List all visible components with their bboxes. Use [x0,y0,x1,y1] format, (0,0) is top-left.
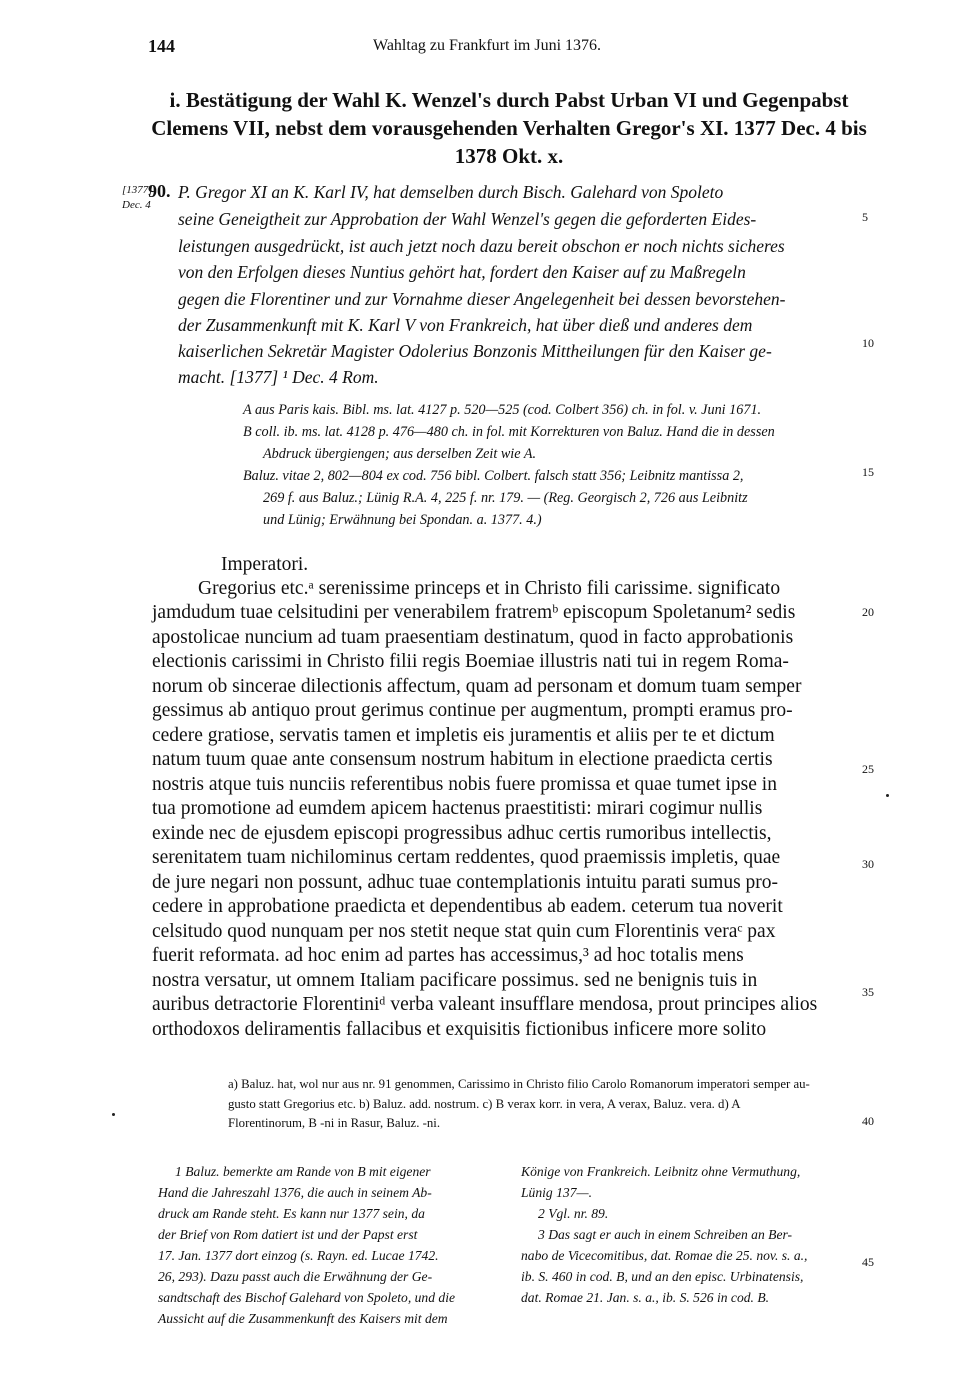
text-line: norum ob sincerae dilectionis affectum, quam ad personam et domum tuam semper [152,676,802,697]
source-line: Abdruck übergiengen; aus derselben Zeit wie A. [263,446,537,462]
print-speck [886,794,889,797]
regest-line: kaiserlichen Sekretär Magister Odolerius Bonzonis Mittheilungen für den Kaiser ge- [178,341,772,361]
print-speck [112,1113,115,1116]
footnote-line: dat. Romae 21. Jan. s. a., ib. S. 526 in cod. B. [521,1290,770,1305]
line-number: 40 [862,1114,874,1128]
footnote-line: nabo de Vicecomitibus, dat. Romae die 25. nov. s. a., [521,1248,808,1263]
text-line: de jure negari non possunt, adhuc tuae contemplationis intuitu parati sumus pro- [152,872,779,893]
footnote-line: druck am Rande steht. Es kann nur 1377 sein, da [158,1206,425,1221]
regest-line: leistungen ausgedrückt, ist auch jetzt noch dazu bereit obschon er noch nichts sicheres [178,236,785,256]
text-line: cedere in approbatione praedicta et dependentibus ab eadem. ceterum tua noverit [152,896,783,917]
line-number: 30 [862,857,874,871]
variant-note: Florentinorum, B -ni in Rasur, Baluz. -ni. [228,1116,441,1130]
salutation: Imperatori. [221,554,309,575]
section-heading: i. Bestätigung der Wahl K. Wenzel's durch Pabst Urban VI und Gegenpabst Clemens VII, nebst dem vorausgehenden Verhalten Gregor's XI. 1377 Dec. 4 bis 1378 Okt. x. [151,88,867,168]
source-line: Baluz. vitae 2, 802—804 ex cod. 756 bibl. Colbert. falsch statt 356; Leibnitz mantissa 2, [243,468,744,484]
text-line: celsitudo quod nunquam per nos stetit neque stat quin cum Florentinis veraᶜ pax [152,921,776,942]
footnote-line: 26, 293). Dazu passt auch die Erwähnung der Ge- [158,1269,433,1284]
variant-note: a) Baluz. hat, wol nur aus nr. 91 genommen, Carissimo in Christo filio Carolo Romanorum imperatori semper au- [228,1077,810,1091]
line-number: 20 [862,605,874,619]
text-line: jamdudum tuae celsitudini per venerabilem fratremᵇ episcopum Spoletanum² sedis [152,602,796,623]
footnote-line: Könige von Frankreich. Leibnitz ohne Vermuthung, [521,1164,801,1179]
text-line: tua promotione ad eumdem apicem hactenus praestitisti: mirari cogimur nullis [152,798,763,819]
footnote-line: ib. S. 460 in cod. B, und an den episc. Urbinatensis, [521,1269,804,1284]
footnote-line: sandtschaft des Bischof Galehard von Spoleto, und die [158,1290,456,1305]
margin-year: [1377] [122,184,153,196]
text-line: apostolicae nuncium ad tuam praesentiam destinatum, quod in facto approbationis [152,627,794,648]
source-line: 269 f. aus Baluz.; Lünig R.A. 4, 225 f. nr. 179. — (Reg. Georgisch 2, 726 aus Leibnitz [263,490,748,506]
text-line: natum tuum quae ante consensum nostrum habitum in electione praedicta certis [152,749,773,770]
text-line: nostra versatur, ut omnem Italiam pacificare possimus. sed ne benignis tuis in [152,970,758,991]
running-head [148,36,860,58]
text-line: nostris atque tuis nunciis referentibus nobis fuere promissa et quae tumet ipse in [152,774,777,795]
regest-line: macht. [1377] ¹ Dec. 4 Rom. [178,367,379,387]
regest-number: 90. [148,181,171,201]
running-title: Wahltag zu Frankfurt im Juni 1376. [373,37,602,54]
line-number: 35 [862,985,874,999]
line-number: 10 [862,336,874,350]
footnote-line: der Brief von Rom datiert ist und der Papst erst [158,1227,418,1242]
footnote-line: Lünig 137—. [521,1185,593,1200]
line-number: 25 [862,762,874,776]
footnote-line: Hand die Jahreszahl 1376, die auch in seinem Ab- [158,1185,432,1200]
source-line: B coll. ib. ms. lat. 4128 p. 476—480 ch. in fol. mit Korrekturen von Baluz. Hand die in dessen [243,424,775,440]
source-line: und Lünig; Erwähnung bei Spondan. a. 1377. 4.) [263,512,542,528]
text-line: orthodoxos deliramentis fallacibus et exquisitis fictionibus inficere more solito [152,1019,767,1040]
regest-line: P. Gregor XI an K. Karl IV, hat demselben durch Bisch. Galehard von Spoleto [178,182,724,202]
text-line: exinde nec de ejusdem episcopi progressibus adhuc certis rumoribus intellectis, [152,823,772,844]
text-line: serenitatem tuam nichilominus certam reddentes, quod praemissis impletis, quae [152,847,781,868]
footnote-line: 1 Baluz. bemerkte am Rande von B mit eigener [175,1164,431,1179]
text-line: cedere gratiose, servatis tamen et impletis eis juramentis et aliis per te et dictum [152,725,775,746]
regest-line: gegen die Florentiner und zur Vornahme dieser Angelegenheit bei dessen bevorstehen- [178,289,786,309]
footnote-line: 3 Das sagt er auch in einem Schreiben an Ber- [538,1227,793,1242]
text-line: gessimus ab antiquo prout gerimus continue per augmentum, prompti eramus pro- [152,700,793,721]
source-line: A aus Paris kais. Bibl. ms. lat. 4127 p. 520—525 (cod. Colbert 356) ch. in fol. v. Juni 1671. [243,402,762,418]
margin-date: Dec. 4 [122,199,151,211]
regest-line: der Zusammenkunft mit K. Karl V von Frankreich, hat über dieß und anderes dem [178,315,753,335]
regest-line: von den Erfolgen dieses Nuntius gehört hat, fordert den Kaiser auf zu Maßregeln [178,262,746,282]
text-line: Gregorius etc.ᵃ serenissime princeps et in Christo fili carissime. significato [198,578,781,599]
page-number: 144 [148,36,175,56]
text-line: fuerit reformata. ad hoc enim ad partes has accessimus,³ ad hoc totalis mens [152,945,744,966]
footnote-line: 17. Jan. 1377 dort einzog (s. Rayn. ed. Lucae 1742. [158,1248,439,1263]
footnote-line: 2 Vgl. nr. 89. [538,1206,609,1221]
text-line: electionis carissimi in Christo filii regis Boemiae illustris nati tui in regem Roma- [152,651,789,672]
footnote-line: Aussicht auf die Zusammenkunft des Kaisers mit dem [158,1311,448,1326]
line-number: 5 [862,210,868,224]
line-number: 45 [862,1255,874,1269]
text-line: auribus detractorie Florentiniᵈ verba valeant insufflare mendosa, prout principes alios [152,994,818,1015]
line-number: 15 [862,465,874,479]
regest-line: seine Geneigtheit zur Approbation der Wahl Wenzel's gegen die geforderten Eides- [178,209,757,229]
variant-note: gusto statt Gregorius etc. b) Baluz. add. nostrum. c) B verax korr. in vera, A verax, Baluz. vera. d) A [228,1097,741,1111]
